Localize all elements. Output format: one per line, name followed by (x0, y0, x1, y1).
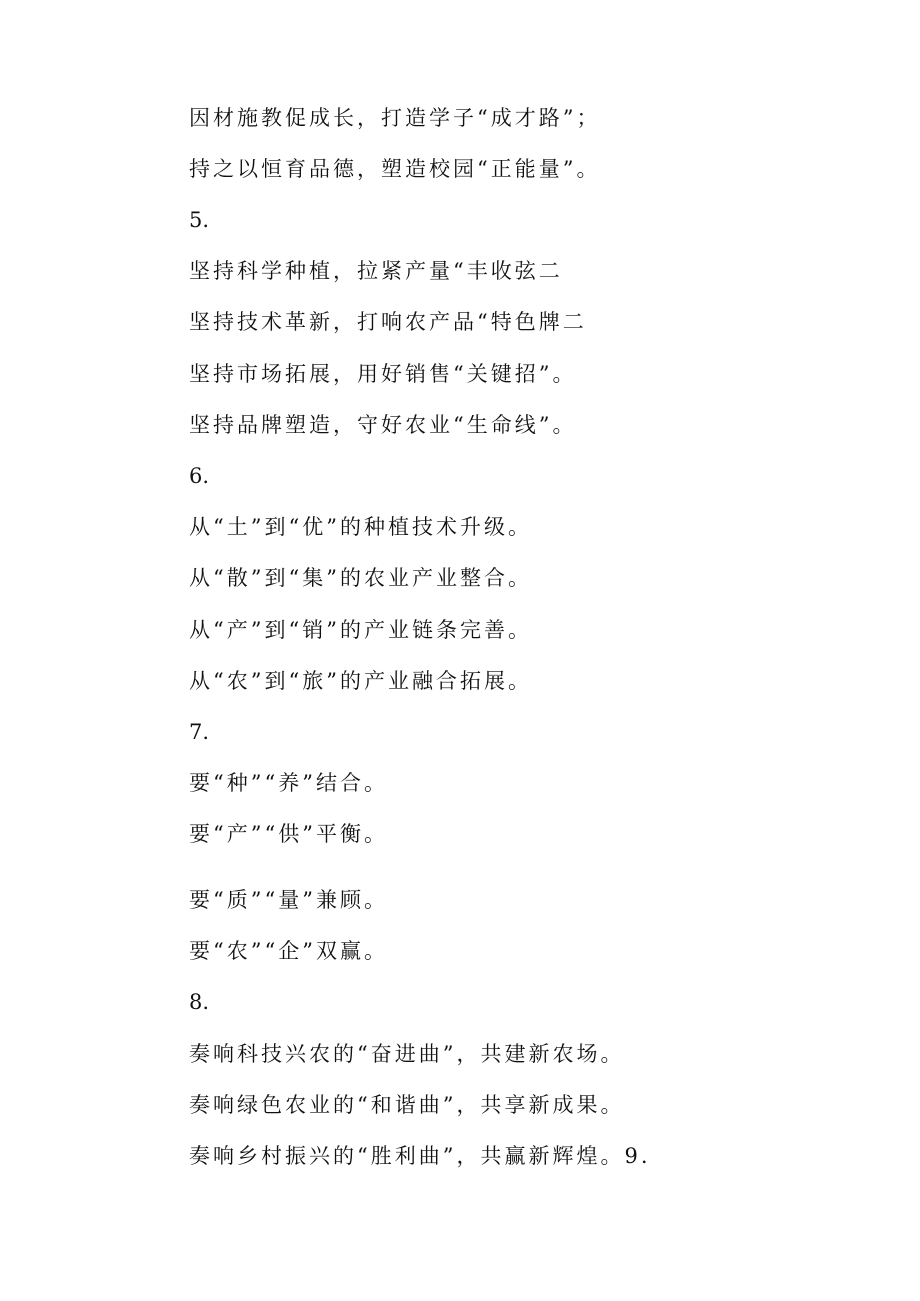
text-line: 坚持科学种植，拉紧产量“丰收弦二 (189, 259, 563, 283)
section-number: 8. (189, 990, 210, 1014)
text-line: 从“农”到“旅”的产业融合拓展。 (189, 669, 532, 693)
text-line: 奏响乡村振兴的“胜利曲”，共赢新辉煌。9. (189, 1144, 651, 1168)
section-number: 7. (189, 720, 210, 744)
text-line: 要“产”“供”平衡。 (189, 822, 388, 846)
text-line: 因材施教促成长，打造学子“成才路”； (189, 106, 601, 130)
text-line: 从“产”到“销”的产业链条完善。 (189, 618, 532, 642)
text-line: 坚持技术革新，打响农产品“特色牌二 (189, 310, 587, 334)
text-line: 坚持品牌塑造，守好农业“生命线”。 (189, 413, 577, 437)
text-line: 坚持市场拓展，用好销售“关键招”。 (189, 362, 577, 386)
text-line: 奏响绿色农业的“和谐曲”，共享新成果。 (189, 1093, 625, 1117)
text-line: 要“种”“养”结合。 (189, 771, 388, 795)
text-line: 要“质”“量”兼顾。 (189, 888, 388, 912)
text-line: 从“散”到“集”的农业产业整合。 (189, 566, 532, 590)
section-number: 5. (189, 208, 210, 232)
text-line: 持之以恒育品德，塑造校园“正能量”。 (189, 157, 601, 181)
text-line: 要“农”“企”双赢。 (189, 939, 388, 963)
text-line: 奏响科技兴农的“奋进曲”，共建新农场。 (189, 1042, 625, 1066)
section-number: 6. (189, 464, 210, 488)
text-line: 从“土”到“优”的种植技术升级。 (189, 515, 532, 539)
